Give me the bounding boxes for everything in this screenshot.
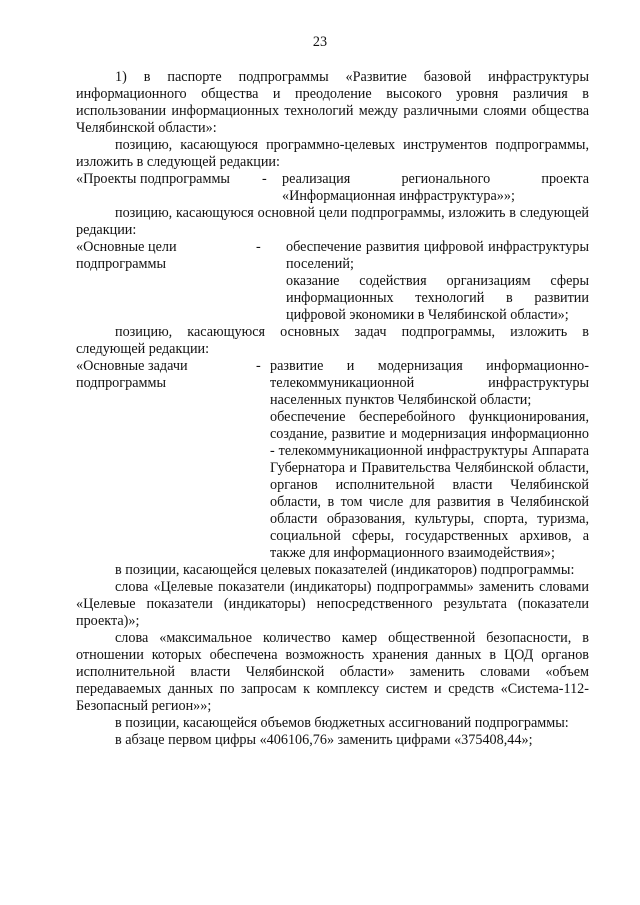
goal-item: обеспечение развития цифровой инфраструктуры поселений;: [286, 239, 589, 272]
passport-row-tasks: [76, 358, 589, 562]
paragraph-budget: в позиции, касающейся объемов бюджетных ассигнований подпрограммы:: [115, 715, 569, 731]
page-number: 23: [312, 34, 328, 50]
goal-item: оказание содействия организациям сферы информационных технологий в развитии цифровой экономики в Челябинской области»;: [286, 273, 589, 323]
paragraph-budget-figures: в абзаце первом цифры «406106,76» заменить цифрами «375408,44»;: [115, 732, 533, 748]
paragraph-passport-intro: 1) в паспорте подпрограммы «Развитие базовой инфраструктуры информационного общества и преодоление высокого уровня различия в использовании информационных технологий между различными слоями общества Челябинской области»:: [76, 69, 589, 136]
row-dash: -: [256, 239, 261, 255]
document-body: [76, 69, 589, 749]
task-item: обеспечение бесперебойного функционирования, создание, развитие и модернизация информационно - телекоммуникационной инфраструктуры Аппарата Губернатора и Правительства Челябинской области, органов исполнительной власти Челябинской области, в том числе для развития в Челябинской области образования, культуры, спорта, туризма, социальной сферы, государственных архивов, а также для информационного взаимодействия»;: [270, 409, 589, 561]
paragraph-indicators: в позиции, касающейся целевых показателей (индикаторов) подпрограммы:: [115, 562, 575, 578]
paragraph-goal: позицию, касающуюся основной цели подпрограммы, изложить в следующей редакции:: [76, 205, 589, 238]
paragraph-indicators-words: слова «Целевые показатели (индикаторы) подпрограммы» заменить словами «Целевые показатели (индикаторы) непосредственного результата (показатели проекта)»;: [76, 579, 589, 629]
row-dash: -: [262, 171, 267, 187]
row-value: [270, 358, 589, 562]
passport-row-goals: [76, 239, 589, 324]
row-label: «Основные задачи подпрограммы: [76, 358, 188, 391]
row-label: «Основные цели подпрограммы: [76, 239, 177, 272]
task-item: развитие и модернизация информационно-телекоммуникационной инфраструктуры населенных пунктов Челябинской области;: [270, 358, 589, 408]
row-value: реализация регионального проекта «Информационная инфраструктура»»;: [282, 171, 589, 204]
passport-row-projects: [76, 171, 589, 205]
paragraph-cameras-words: слова «максимальное количество камер общественной безопасности, в отношении которых обеспечена возможность хранения данных в ЦОД органов исполнительной власти Челябинской области» заменить словами «объем передаваемых данных по запросам к комплексу систем и средств «Система-112-Безопасный регион»»;: [76, 630, 589, 714]
row-label: «Проекты подпрограммы: [76, 171, 230, 187]
row-dash: -: [256, 358, 261, 374]
paragraph-tasks: позицию, касающуюся основных задач подпрограммы, изложить в следующей редакции:: [76, 324, 589, 357]
paragraph-instruments: позицию, касающуюся программно-целевых инструментов подпрограммы, изложить в следующей редакции:: [76, 137, 589, 170]
row-value: [286, 239, 589, 324]
